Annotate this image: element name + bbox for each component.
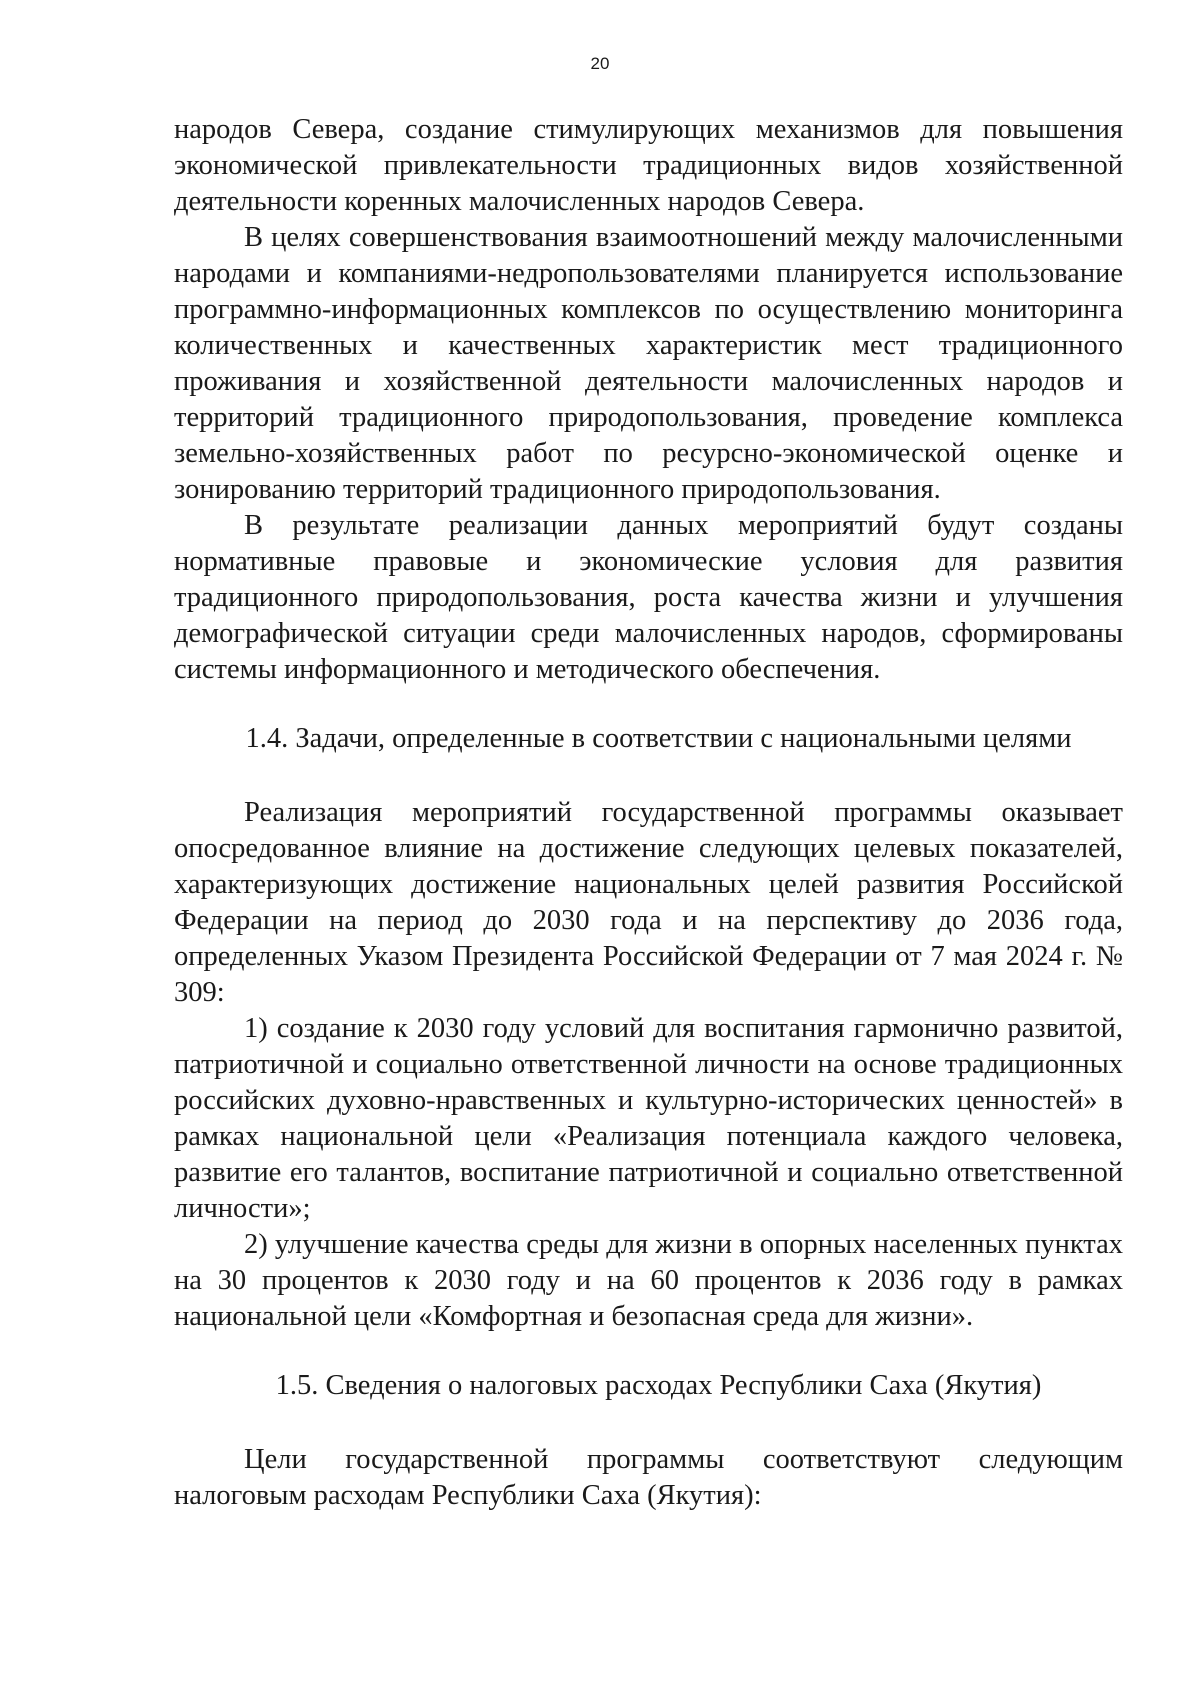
paragraph: Реализация мероприятий государственной программы оказывает опосредованное влияние на достижение следующих целевых показателей, характеризующих достижение национальных целей развития Российской Федерации на период до 2030 года и на перспективу до 2036 года, определенных Указом Президента Российской Федерации от 7 мая 2024 г. № 309: <box>174 797 1123 1008</box>
paragraph: Цели государственной программы соответствуют следующим налоговым расходам Республики Саха (Якутия): <box>174 1444 1123 1511</box>
list-item: 1) создание к 2030 году условий для воспитания гармонично развитой, патриотичной и социально ответственной личности на основе традиционных российских духовно-нравственных и культурно-исторических ценностей» в рамках национальной цели «Реализация потенциала каждого человека, развитие его талантов, воспитание патриотичной и социально ответственной личности»; <box>174 1013 1123 1224</box>
section-heading-1-5: 1.5. Сведения о налоговых расходах Республики Саха (Якутия) <box>275 1370 1042 1401</box>
list-item: 2) улучшение качества среды для жизни в опорных населенных пунктах на 30 процентов к 2030 году и на 60 процентов к 2036 году в рамках национальной цели «Комфортная и безопасная среда для жизни». <box>174 1229 1123 1332</box>
section-heading-1-4: 1.4. Задачи, определенные в соответствии с национальными целями <box>245 723 1072 754</box>
page-number: 20 <box>590 54 610 73</box>
paragraph: В результате реализации данных мероприятий будут созданы нормативные правовые и экономические условия для развития традиционного природопользования, роста качества жизни и улучшения демографической ситуации среди малочисленных народов, сформированы системы информационного и методического обеспечения. <box>174 510 1123 685</box>
document-body <box>174 112 1123 1514</box>
paragraph-continuation: народов Севера, создание стимулирующих механизмов для повышения экономической привлекательности традиционных видов хозяйственной деятельности коренных малочисленных народов Севера. <box>174 114 1123 217</box>
paragraph: В целях совершенствования взаимоотношений между малочисленными народами и компаниями-недропользователями планируется использование программно-информационных комплексов по осуществлению мониторинга количественных и качественных характеристик мест традиционного проживания и хозяйственной деятельности малочисленных народов и территорий традиционного природопользования, проведение комплекса земельно-хозяйственных работ по ресурсно-экономической оценке и зонированию территорий традиционного природопользования. <box>174 222 1123 505</box>
